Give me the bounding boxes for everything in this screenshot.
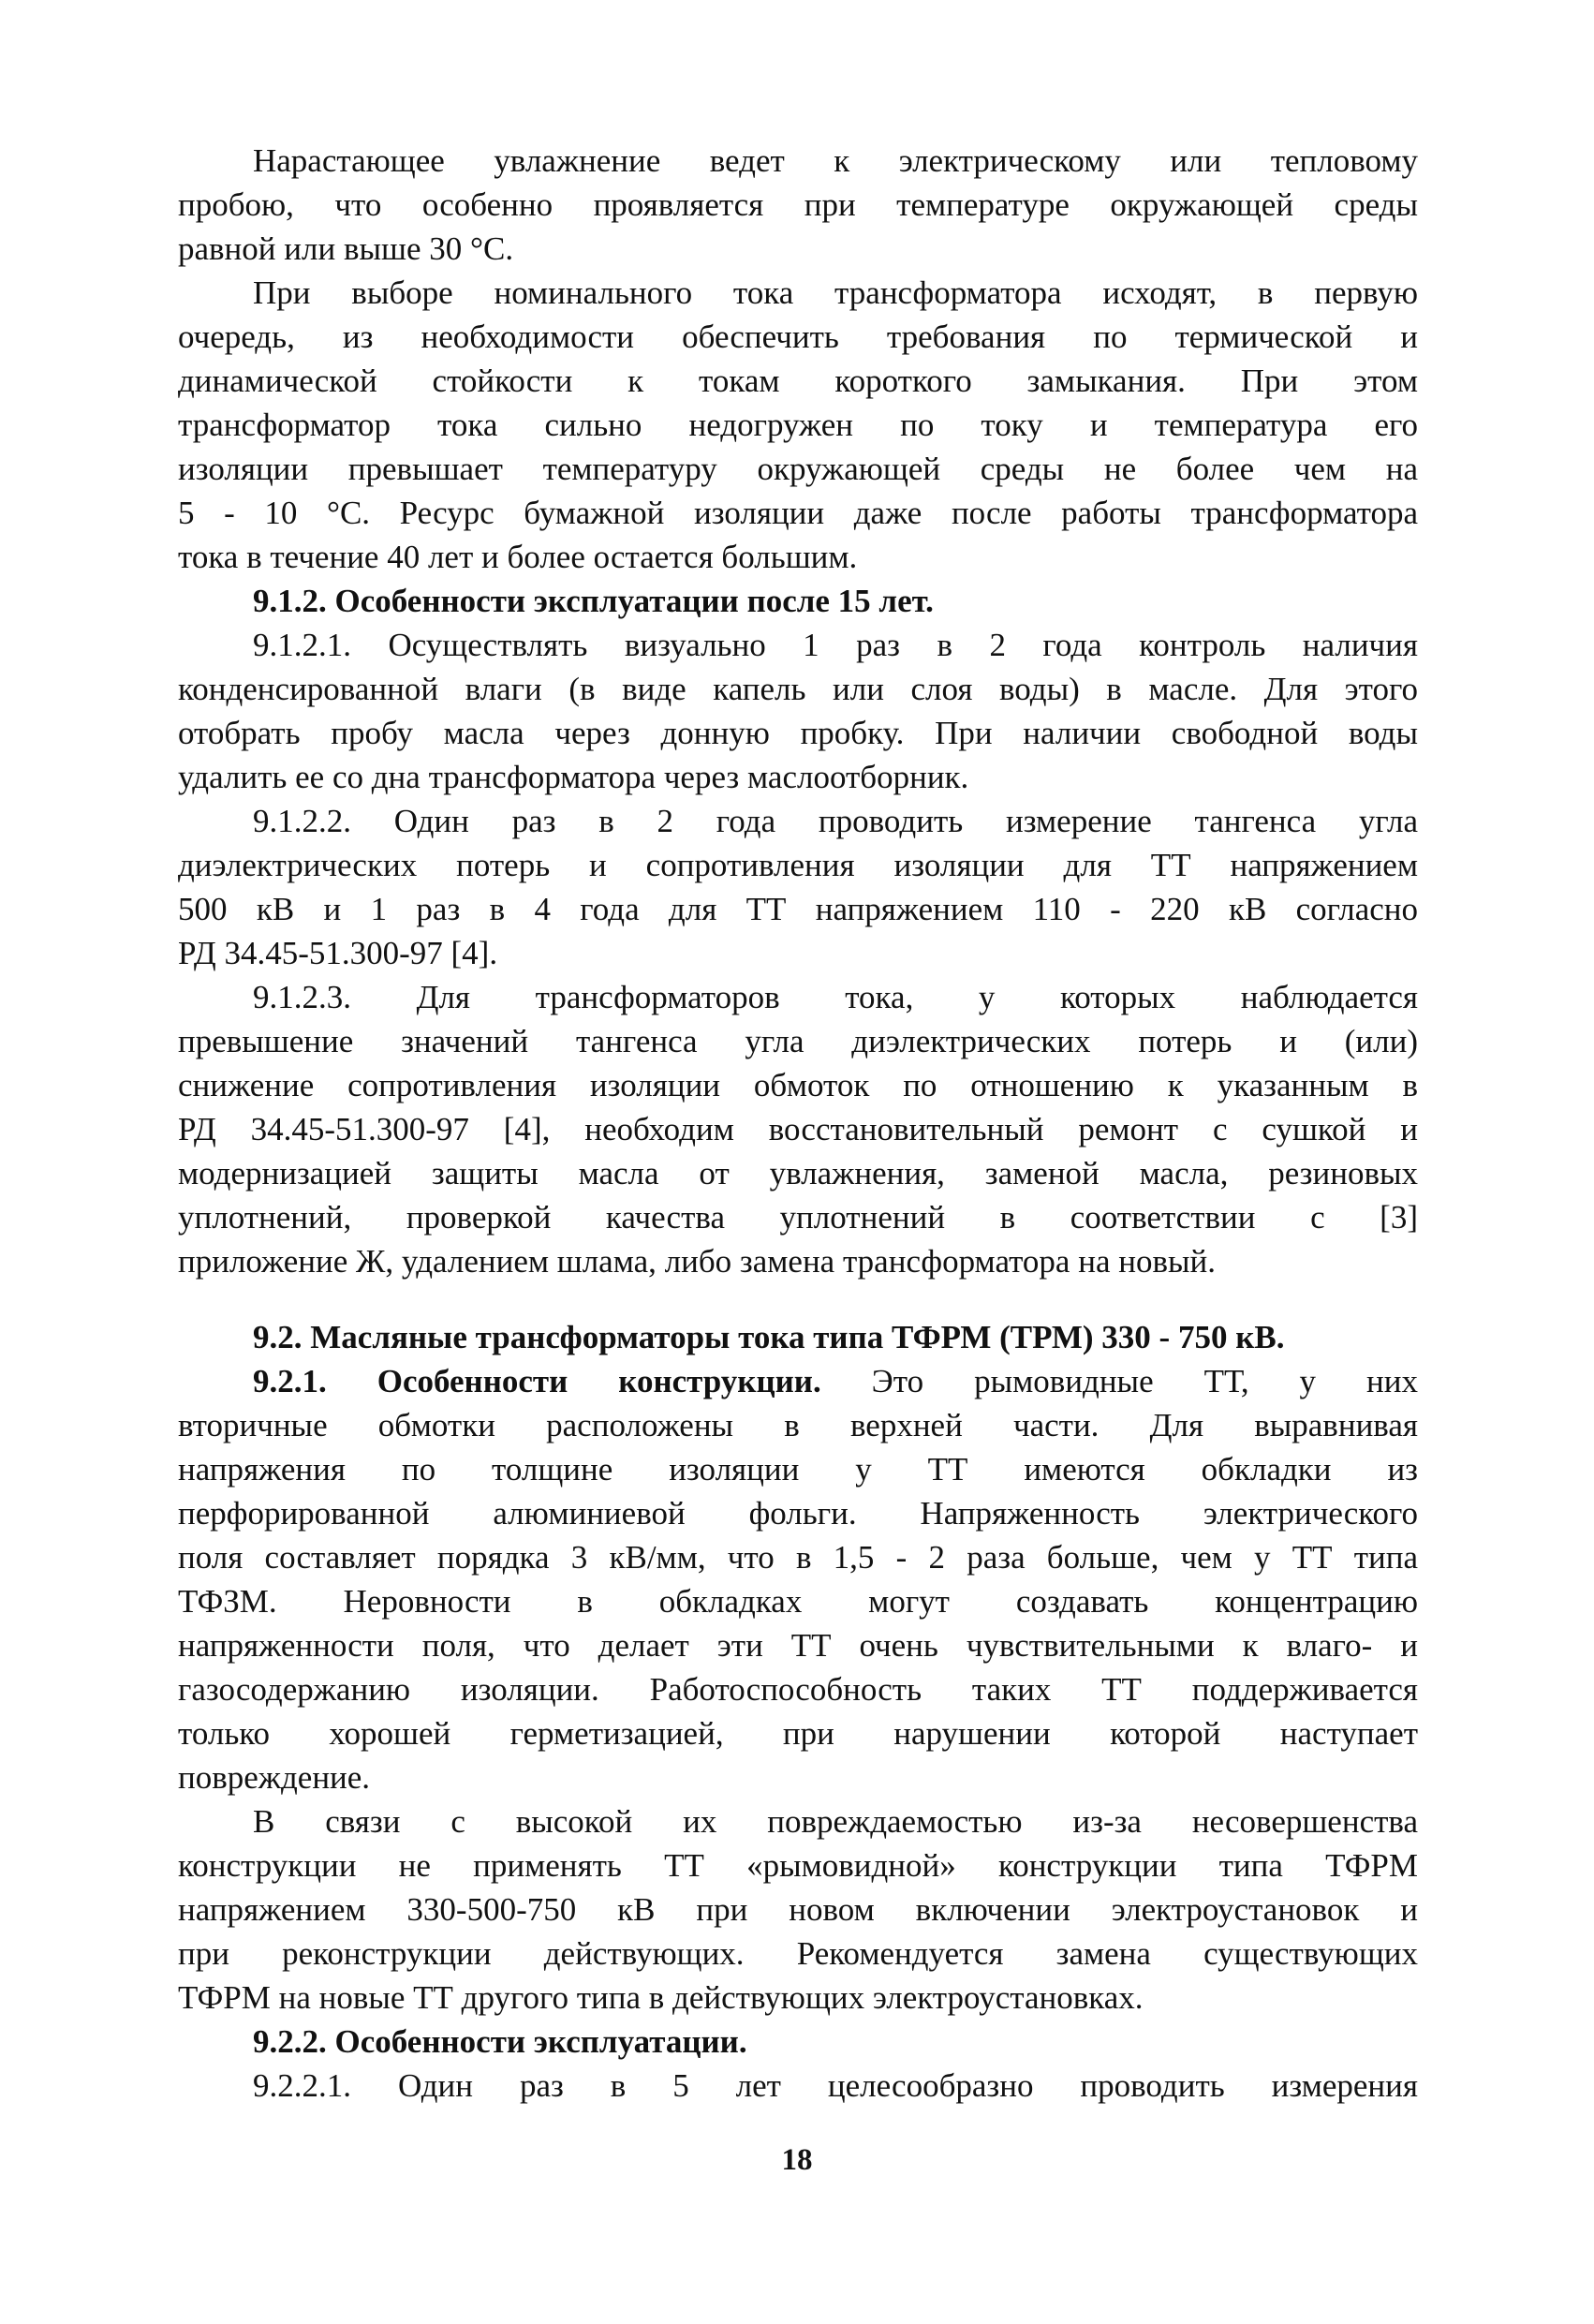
- line-text: газосодержанию изоляции. Работоспособность таких ТТ поддерживается: [178, 1671, 1418, 1708]
- line-text: ТФЗМ. Неровности в обкладках могут создавать концентрацию: [178, 1583, 1418, 1620]
- text-line: [178, 799, 1418, 843]
- text-line: [178, 403, 1418, 447]
- text-line: [178, 1019, 1418, 1063]
- line-text: напряжением 330-500-750 кВ при новом включении электроустановок и: [178, 1891, 1418, 1928]
- line-text: В связи с высокой их повреждаемостью из-за несовершенства: [253, 1803, 1418, 1840]
- text-line: [178, 535, 1418, 579]
- bold-text: 9.2.1. Особенности конструкции.: [253, 1363, 821, 1399]
- line-text: РД 34.45-51.300-97 [4], необходим восстановительный ремонт с сушкой и: [178, 1111, 1418, 1147]
- bold-text: 9.1.2. Особенности эксплуатации после 15 лет.: [253, 583, 934, 619]
- text-line: [178, 1063, 1418, 1107]
- line-text: 9.2.2.1. Один раз в 5 лет целесообразно проводить измерения: [253, 2067, 1418, 2104]
- text-line: [178, 1799, 1418, 1843]
- text-line: [178, 623, 1418, 667]
- line-text: приложение Ж, удалением шлама, либо замена трансформатора на новый.: [178, 1243, 1216, 1280]
- text-line: [178, 1107, 1418, 1151]
- line-text: При выборе номинального тока трансформатора исходят, в первую: [253, 274, 1418, 311]
- bold-text: 9.2.2. Особенности эксплуатации.: [253, 2023, 747, 2060]
- text-line: [178, 931, 1418, 975]
- text-line: [178, 667, 1418, 711]
- line-text: вторичные обмотки расположены в верхней части. Для выравнивая: [178, 1407, 1418, 1443]
- section-heading: [178, 579, 1418, 623]
- text-line: [178, 843, 1418, 887]
- text-line: [178, 1195, 1418, 1239]
- text-line: [178, 1623, 1418, 1667]
- paragraph: [178, 139, 1418, 271]
- text-line: [178, 139, 1418, 183]
- paragraph: [178, 2064, 1418, 2108]
- paragraph: [178, 799, 1418, 975]
- text-line: [178, 1239, 1418, 1283]
- text-line: [178, 1843, 1418, 1887]
- paragraph: [178, 623, 1418, 799]
- text-line: [178, 227, 1418, 271]
- line-text: Нарастающее увлажнение ведет к электрическому или тепловому: [253, 142, 1418, 179]
- document-body: [178, 139, 1418, 2108]
- line-text: 9.1.2.3. Для трансформаторов тока, у которых наблюдается: [253, 979, 1418, 1015]
- section-heading: [178, 1315, 1418, 1359]
- text-line: [178, 1976, 1418, 2020]
- line-text: уплотнений, проверкой качества уплотнений в соответствии с [3]: [178, 1199, 1418, 1236]
- section-heading: [178, 2020, 1418, 2064]
- paragraph: [178, 271, 1418, 579]
- line-text: пробою, что особенно проявляется при температуре окружающей среды: [178, 186, 1418, 223]
- text-line: [178, 1667, 1418, 1711]
- line-text: поля составляет порядка 3 кВ/мм, что в 1,5 - 2 раза больше, чем у ТТ типа: [178, 1539, 1418, 1576]
- text-line: [178, 887, 1418, 931]
- text-line: [178, 1447, 1418, 1491]
- line-text: изоляции превышает температуру окружающей среды не более чем на: [178, 451, 1418, 487]
- text-line: [178, 315, 1418, 359]
- text-line: [178, 1887, 1418, 1932]
- paragraph: [178, 975, 1418, 1283]
- text-line: [178, 1151, 1418, 1195]
- text-line: [178, 1932, 1418, 1976]
- text-line: [178, 183, 1418, 227]
- line-text: Это рымовидные ТТ, у них: [820, 1363, 1418, 1399]
- line-text: отобрать пробу масла через донную пробку. При наличии свободной воды: [178, 715, 1418, 751]
- text-line: [178, 755, 1418, 799]
- line-text: ТФРМ на новые ТТ другого типа в действующих электроустановках.: [178, 1979, 1144, 2016]
- line-text: очередь, из необходимости обеспечить требования по термической и: [178, 318, 1418, 355]
- line-text: перфорированной алюминиевой фольги. Напряженность электрического: [178, 1495, 1418, 1532]
- text-line: [178, 271, 1418, 315]
- text-line: [178, 1315, 1418, 1359]
- line-text: диэлектрических потерь и сопротивления изоляции для ТТ напряжением: [178, 847, 1418, 883]
- line-text: конструкции не применять ТТ «рымовидной» конструкции типа ТФРМ: [178, 1847, 1418, 1884]
- line-text: 9.1.2.1. Осуществлять визуально 1 раз в 2 года контроль наличия: [253, 627, 1418, 663]
- line-text: снижение сопротивления изоляции обмоток по отношению к указанным в: [178, 1067, 1418, 1103]
- line-text: трансформатор тока сильно недогружен по току и температура его: [178, 407, 1418, 443]
- section-spacer: [178, 1283, 1418, 1315]
- line-text: модернизацией защиты масла от увлажнения, заменой масла, резиновых: [178, 1155, 1418, 1192]
- line-text: конденсированной влаги (в виде капель или слоя воды) в масле. Для этого: [178, 671, 1418, 707]
- line-text: превышение значений тангенса угла диэлектрических потерь и (или): [178, 1023, 1418, 1059]
- line-text: динамической стойкости к токам короткого замыкания. При этом: [178, 363, 1418, 399]
- text-line: [178, 1579, 1418, 1623]
- text-line: [178, 579, 1418, 623]
- text-line: [178, 1711, 1418, 1755]
- bold-text: 9.2. Масляные трансформаторы тока типа ТФРМ (ТРМ) 330 - 750 кВ.: [253, 1319, 1285, 1355]
- line-text: напряжения по толщине изоляции у ТТ имеются обкладки из: [178, 1451, 1418, 1488]
- text-line: [178, 447, 1418, 491]
- paragraph: [178, 1799, 1418, 2020]
- page-number: 18: [781, 2143, 813, 2177]
- text-line: [178, 1491, 1418, 1535]
- line-text: повреждение.: [178, 1759, 371, 1796]
- line-text: 5 - 10 °С. Ресурс бумажной изоляции даже после работы трансформатора: [178, 495, 1418, 531]
- text-line: [178, 975, 1418, 1019]
- paragraph: [178, 1359, 1418, 1799]
- text-line: [178, 1359, 1418, 1403]
- line-text: 9.1.2.2. Один раз в 2 года проводить измерение тангенса угла: [253, 803, 1418, 839]
- line-text: 500 кВ и 1 раз в 4 года для ТТ напряжением 110 - 220 кВ согласно: [178, 891, 1418, 927]
- line-text: тока в течение 40 лет и более остается большим.: [178, 539, 858, 575]
- line-text: только хорошей герметизацией, при нарушении которой наступает: [178, 1715, 1418, 1752]
- line-text: равной или выше 30 °С.: [178, 230, 514, 267]
- line-text: напряженности поля, что делает эти ТТ очень чувствительными к влаго- и: [178, 1627, 1418, 1664]
- text-line: [178, 491, 1418, 535]
- text-line: [178, 1755, 1418, 1799]
- text-line: [178, 1535, 1418, 1579]
- text-line: [178, 711, 1418, 755]
- text-line: [178, 2064, 1418, 2108]
- text-line: [178, 1403, 1418, 1447]
- text-line: [178, 2020, 1418, 2064]
- line-text: удалить ее со дна трансформатора через маслоотборник.: [178, 759, 969, 795]
- line-text: РД 34.45-51.300-97 [4].: [178, 935, 498, 971]
- line-text: при реконструкции действующих. Рекомендуется замена существующих: [178, 1935, 1418, 1972]
- text-line: [178, 359, 1418, 403]
